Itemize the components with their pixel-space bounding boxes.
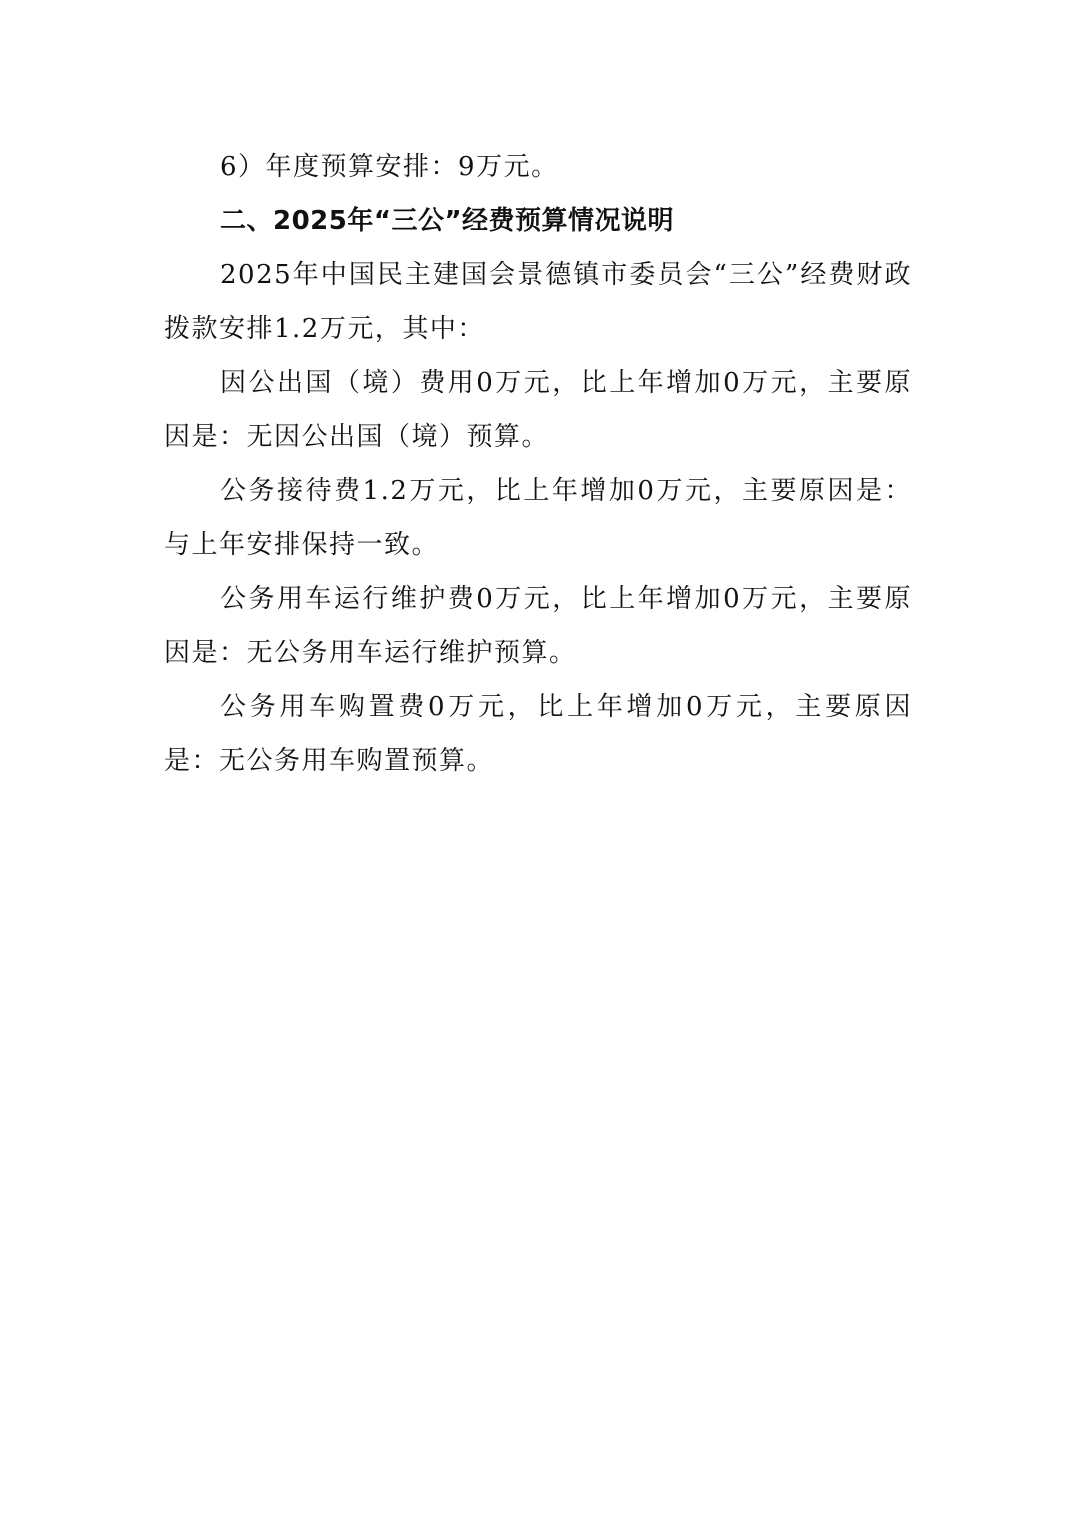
document-body xyxy=(164,140,912,788)
official-reception-expense: 公务接待费1.2万元，比上年增加0万元，主要原因是：与上年安排保持一致。 xyxy=(164,476,912,560)
section-heading-three-public-expenses: 二、2025年“三公”经费预算情况说明 xyxy=(220,206,675,236)
vehicle-operation-expense: 公务用车运行维护费0万元，比上年增加0万元，主要原因是：无公务用车运行维护预算。 xyxy=(164,584,912,668)
budget-item-6: 6）年度预算安排：9万元。 xyxy=(220,152,559,182)
three-public-expenses-intro: 2025年中国民主建国会景德镇市委员会“三公”经费财政拨款安排1.2万元，其中： xyxy=(164,260,912,344)
overseas-travel-expense: 因公出国（境）费用0万元，比上年增加0万元，主要原因是：无因公出国（境）预算。 xyxy=(164,368,912,452)
vehicle-purchase-expense: 公务用车购置费0万元，比上年增加0万元，主要原因是：无公务用车购置预算。 xyxy=(164,692,912,776)
